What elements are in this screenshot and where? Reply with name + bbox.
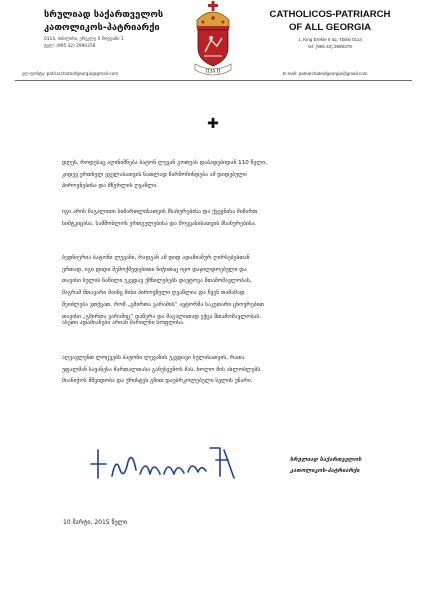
letter-paragraph-4 [62, 318, 380, 330]
signatory-title-line1: სრულიად საქართველოს [290, 457, 362, 463]
paragraph-5-line-3: მიანიჭოს მშვიდობა და ქრისტეს გზით დაუბრკოლებელი სვლის უნარი. [62, 378, 253, 385]
header-title-english-line1: CATHOLICOS-PATRIARCH [269, 9, 391, 20]
paragraph-2-line-1: იგი არის მაგალითი სიმართლისათვის მსახურებისა და ქვეყნისა მიმართ [62, 209, 258, 215]
header-title-english-line2: OF ALL GEORGIA [288, 22, 372, 33]
paragraph-1-line-2: კიდევ ერთხელ ყველასათვის ნათლად წარმოჩინდება ამ დიდებული [62, 171, 247, 178]
header-email-georgian: ელ-ფოსტა: patriarchateofgeorgia@gmail.com [22, 71, 119, 76]
paragraph-5-line-1: აღვავლენთ ლოცვებს ბატონი ლევანის უკვდავი სულისათვის, რათა [62, 355, 245, 361]
header-address-english [260, 36, 400, 50]
header-email-english: E-mail: patriarchateofgeorgia@gmail.com [283, 71, 368, 76]
signatory-title-line2: კათოლიკოს-პატრიარქი [290, 468, 360, 474]
letter-paragraph-1 [62, 158, 380, 193]
paragraph-3-line-5: შეიძლება ვთქვათ, რომ „გმირთა ვარამის“ ავტორმა საკუთარი ცხოვრებით [62, 301, 264, 308]
letter-date: 10 მარტი, 2015 წელი [63, 519, 128, 526]
paragraph-3-line-1: ბედნიერია ბატონი ლევანი, რადგან ამ დიდ ადამიანურ ღირსებებთან [62, 255, 250, 261]
header-address-georgian [44, 36, 204, 50]
header-address-georgian-line1: 0114, თბილისი, ერეკლე II მოედანი 1 [44, 37, 124, 42]
paragraph-1-line-1: დღეს, როდესაც აღინიშნება ბატონ ლევან გოთუას დაბადებიდან 110 წელი, [62, 160, 267, 166]
letter-paragraph-2 [62, 207, 380, 230]
paragraph-2-line-2: სიმტკიცისა, სამშობლოს ერთგულებისა და მოყვასისათვის მსახურებისა. [62, 220, 257, 227]
paragraph-5-line-2: უფალმან სავანესა მართალთასა განუსვენოს მას, ხოლო მის ახლობლებს [62, 366, 261, 373]
emblem-caption: ILIA II [205, 69, 221, 75]
signatory-title [290, 455, 390, 477]
header-title-georgian [44, 8, 184, 34]
header-divider [15, 80, 412, 81]
paragraph-3-line-4: მაგრამ მთავარი მაინც მისი პიროვნული ღვაწლია და ჩვენ თამამად [62, 290, 245, 297]
paragraph-4-line-1: ასეთი ადამიანები არიან მარილნი სოფლისა. [62, 320, 185, 326]
paragraph-3-line-2: ერთად, იგი დიდი შემოქმედებითი ნიჭითაც იყო დაჯილდოებული და [62, 266, 247, 273]
header-title-english [260, 8, 400, 34]
emblem-shield-icon [198, 30, 228, 66]
letter-paragraph-3 [62, 253, 380, 323]
paragraph-3-line-6: თავისი „გმირთა ვარამიც“ დაწერა და მაგალითად ექცა შთამომავლობას. [62, 313, 262, 320]
patriarch-emblem [189, 0, 237, 80]
header-title-georgian-line2: კათოლიკოს-პატრიარქი [44, 22, 160, 33]
paragraph-3-line-3: თავისი სულის ნაწილი უკვდავ ქმნილებებს დაუტოვა შთამომავლობას, [62, 278, 252, 285]
header-address-georgian-line2: ტელ: (995 32) 2990378 [44, 44, 96, 49]
handwritten-signature [88, 440, 238, 484]
emblem-crown-icon [197, 12, 229, 28]
paragraph-1-line-3: პიროვნებისა და მწერლის ღვაწლი. [62, 183, 159, 190]
letter-paragraph-5 [62, 353, 380, 388]
cross-icon: ✚ [207, 116, 219, 132]
header-title-georgian-line1: სრულიად საქართველოს [44, 9, 164, 20]
header-address-english-line1: 1, King Erekle II sq. Tbilisi 0114 [298, 37, 362, 42]
header-address-english-line2: tel: (995 32) 2990378 [308, 44, 352, 49]
emblem-cross-icon [208, 1, 218, 11]
